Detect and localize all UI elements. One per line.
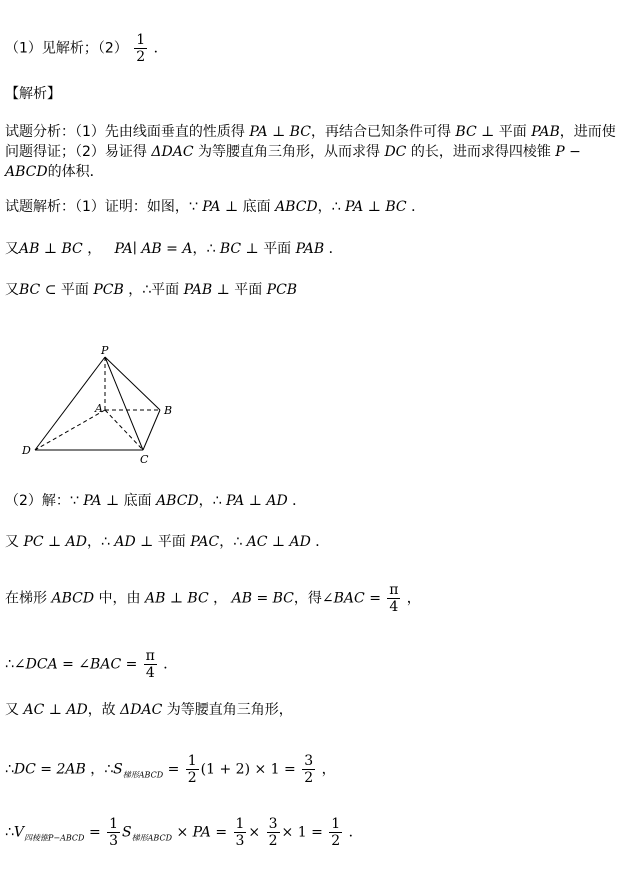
math-expr: × PA = (176, 824, 228, 841)
solution-line-8 (5, 700, 293, 720)
math-expr: V (13, 824, 25, 841)
text: ， (213, 590, 228, 607)
edge-cb (143, 410, 160, 450)
frac-den: 4 (389, 599, 399, 615)
math-expr: DC (384, 144, 407, 160)
vertex-label-d: D (22, 444, 31, 457)
math-expr: P − ABCD (5, 144, 581, 180)
math-expr: PA ⊥ AD (226, 493, 288, 509)
analysis-text: 平面 (498, 124, 527, 140)
math-expr: PA ⊥ BC (249, 124, 311, 140)
analysis-text: （1）先由线面垂直的性质得 (75, 124, 245, 140)
frac-den: 2 (187, 770, 197, 786)
math-expr: PA∣ AB = A (114, 241, 193, 257)
math-expr: ABCD (156, 493, 199, 509)
text: ， (321, 761, 336, 778)
math-expr: PAB ⊥ (183, 282, 230, 298)
frac-den: 2 (268, 833, 278, 849)
text: ∴ (5, 656, 14, 673)
math-expr: AB = BC (231, 590, 294, 607)
math-expr: PA ⊥ (202, 199, 239, 215)
edge-pc (105, 357, 143, 450)
solution-line-4 (5, 491, 306, 511)
math-expr: (1 + 2) × 1 = (200, 761, 296, 778)
math-expr: PA ⊥ (83, 493, 120, 509)
text: ， (87, 241, 102, 257)
answer-line (5, 32, 168, 65)
solution-line-6 (5, 582, 421, 615)
text: ． (411, 199, 426, 215)
frac-den: 2 (304, 770, 314, 786)
fraction (267, 816, 280, 849)
edge-ad (35, 410, 105, 450)
analysis-text: 的体积． (47, 164, 104, 180)
text: （2）解：∵ (5, 493, 79, 509)
math-expr: × 1 = (281, 824, 323, 841)
text: 平面 (157, 534, 186, 550)
text: ， (406, 590, 421, 607)
pi-over-4-fraction (144, 648, 157, 681)
text: 平面 (234, 282, 263, 298)
answer-text: （1）见解析；（2） (5, 40, 128, 57)
solution-line-5 (5, 532, 329, 552)
math-expr: AB ⊥ BC (19, 241, 83, 257)
math-expr: S (122, 824, 132, 841)
solution-line-7 (5, 648, 177, 681)
text: 又 (5, 702, 19, 718)
math-expr: AB ⊥ BC (144, 590, 209, 607)
math-expr: = (88, 824, 101, 841)
math-expr: AC ⊥ AD (23, 702, 88, 718)
text: ． (315, 534, 330, 550)
solution-line-10 (5, 816, 363, 849)
text: 又 (5, 241, 19, 257)
math-expr: PC ⊥ AD (23, 534, 87, 550)
math-expr: ABCD (275, 199, 318, 215)
text: 平面 (60, 282, 89, 298)
text: ，∴平面 (128, 282, 180, 298)
frac-num: π (389, 582, 399, 598)
math-expr: S (113, 761, 123, 778)
text: ． (292, 493, 307, 509)
fraction (329, 816, 342, 849)
math-expr: BC ⊥ (455, 124, 495, 140)
math-expr: ΔDAC (151, 144, 194, 160)
fraction (234, 816, 247, 849)
pyramid-figure (15, 340, 185, 470)
text: ． (348, 824, 363, 841)
math-expr: ΔDAC (120, 702, 163, 718)
text: ∴ (5, 824, 14, 841)
text: 为等腰直角三角形， (166, 702, 293, 718)
section-heading: 【解析】 (5, 86, 61, 102)
frac-num: π (145, 648, 155, 664)
math-expr: ∠BAC = (321, 590, 381, 607)
solution-line-1 (5, 197, 425, 217)
math-expr: ABCD (51, 590, 95, 607)
frac-den: 3 (235, 833, 245, 849)
text: ． (328, 241, 343, 257)
math-expr: BC ⊂ (19, 282, 57, 298)
math-expr: PCB (266, 282, 298, 298)
frac-num: 3 (268, 816, 278, 832)
analysis-text: ，进而使问题得证；（2）易证得 (5, 124, 616, 160)
frac-num: 1 (331, 816, 341, 832)
fraction (302, 753, 315, 786)
text: 又 (5, 534, 19, 550)
math-expr: ∠DCA = ∠BAC = (13, 656, 138, 673)
text: ． (163, 656, 178, 673)
math-expr: PAB (531, 124, 560, 140)
frac-num: 3 (304, 753, 314, 769)
frac-den: 3 (109, 833, 119, 849)
text: 试题解析：（1）证明：如图，∵ (5, 199, 198, 215)
text: ，∴ (192, 241, 216, 257)
vertex-label-p: P (101, 344, 109, 357)
answer-frac-num: 1 (136, 32, 146, 48)
subscript: 四棱锥P−ABCD (24, 833, 85, 843)
analysis-label: 试题分析： (5, 124, 75, 140)
answer-end: ． (153, 40, 168, 57)
text: ，∴ (90, 761, 114, 778)
math-expr: PAB (295, 241, 325, 257)
text: ∴ (5, 761, 14, 778)
math-expr: DC = 2AB (13, 761, 86, 778)
text: ，故 (87, 702, 116, 718)
frac-num: 1 (235, 816, 245, 832)
vertex-label-c: C (140, 453, 149, 466)
fraction (107, 816, 120, 849)
subscript: 梯形ABCD (122, 770, 164, 780)
solution-line-3 (5, 280, 297, 300)
answer-fraction (134, 32, 147, 65)
edge-ac (105, 410, 143, 450)
math-expr: BC ⊥ (219, 241, 259, 257)
answer-frac-den: 2 (136, 49, 146, 65)
frac-den: 2 (331, 833, 341, 849)
edge-pb (105, 357, 160, 410)
text: ，∴ (317, 199, 341, 215)
frac-den: 4 (145, 665, 155, 681)
text: ，∴ (87, 534, 110, 550)
pi-over-4-fraction (387, 582, 400, 615)
subscript: 梯形ABCD (131, 833, 172, 843)
text: 在梯形 (5, 590, 47, 607)
text: ，得 (293, 590, 322, 607)
math-expr: PAC (190, 534, 220, 550)
analysis-paragraph (5, 122, 625, 182)
solution-line-9 (5, 753, 336, 786)
frac-num: 1 (109, 816, 119, 832)
analysis-text: 的长，进而求得四棱锥 (410, 144, 551, 160)
math-expr: PA ⊥ BC (345, 199, 407, 215)
analysis-text: ，再结合已知条件可得 (310, 124, 451, 140)
text: ，∴ (198, 493, 222, 509)
math-expr: = (167, 761, 180, 778)
vertex-label-b: B (164, 404, 173, 417)
text: 底面 (242, 199, 271, 215)
text: 又 (5, 282, 19, 298)
text: 底面 (123, 493, 152, 509)
math-expr: × (248, 824, 261, 841)
frac-num: 1 (187, 753, 197, 769)
text: ，∴ (219, 534, 243, 550)
math-expr: AD ⊥ (114, 534, 154, 550)
text: 中，由 (98, 590, 141, 607)
solution-line-2 (5, 239, 343, 259)
analysis-text: 为等腰直角三角形，从而求得 (198, 144, 380, 160)
vertex-label-a: A (95, 402, 103, 415)
math-expr: AC ⊥ AD (246, 534, 311, 550)
fraction (186, 753, 199, 786)
text: 平面 (263, 241, 292, 257)
math-expr: PCB (93, 282, 124, 298)
